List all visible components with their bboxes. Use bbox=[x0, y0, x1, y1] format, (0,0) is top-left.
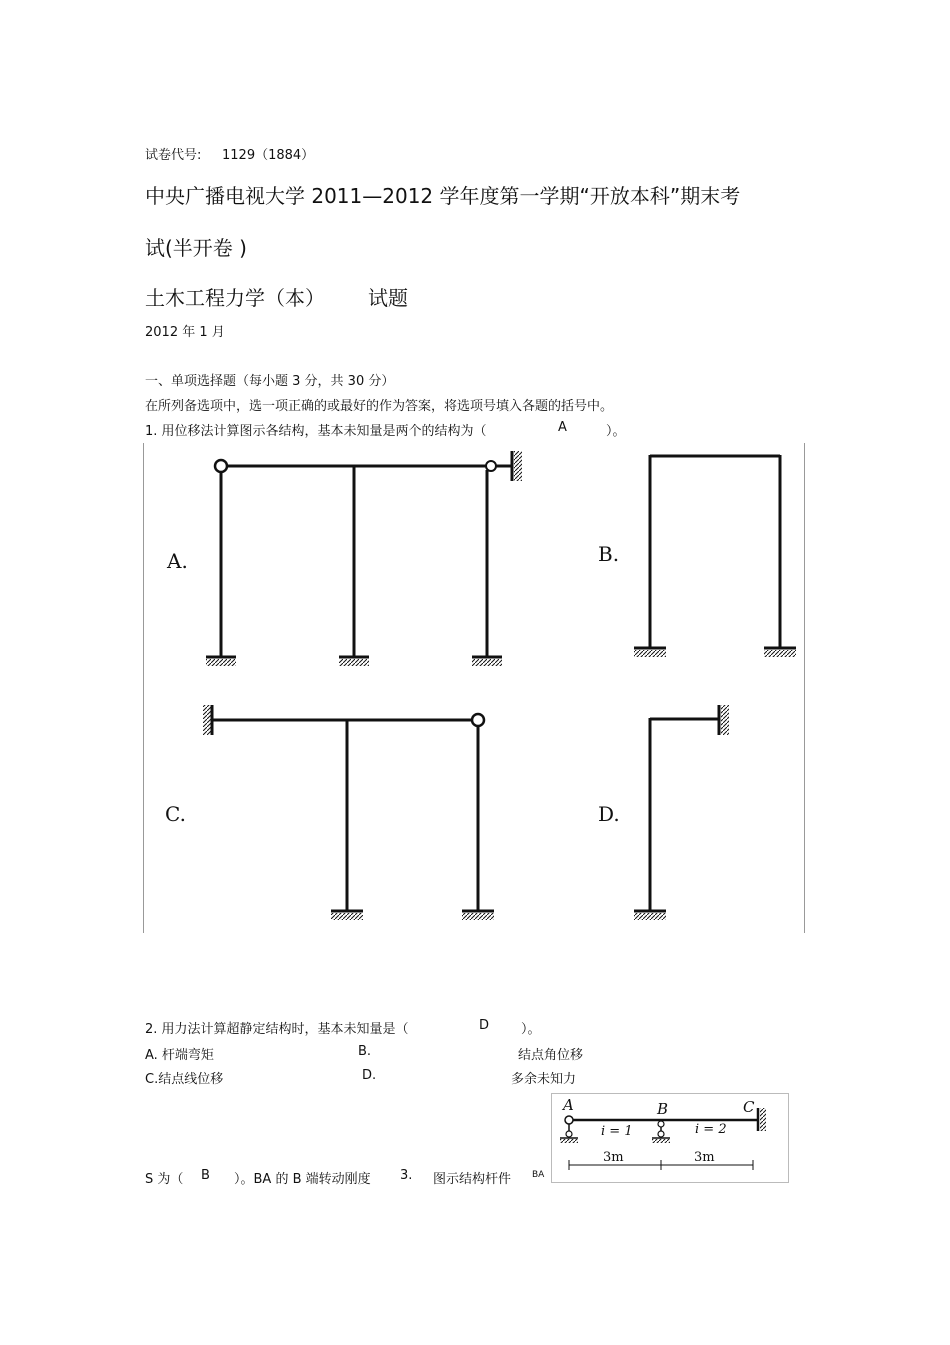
structure-b bbox=[650, 455, 780, 647]
q2-option-b-label: B. bbox=[358, 1044, 372, 1059]
section1-instruction: 在所列备选项中，选一项正确的或最好的作为答案，将选项号填入各题的括号中。 bbox=[145, 399, 614, 414]
dimension-1: 3m bbox=[603, 1150, 624, 1165]
q2-option-a: A. 杆端弯矩 bbox=[145, 1048, 214, 1063]
structure-a bbox=[221, 466, 511, 656]
q2-answer: D bbox=[479, 1018, 490, 1033]
q3-beam-figure bbox=[551, 1093, 789, 1183]
q1-structures-figure bbox=[143, 443, 805, 933]
section1-heading: 一、单项选择题（每小题 3 分，共 30 分） bbox=[145, 374, 395, 389]
label-d: D. bbox=[598, 802, 620, 826]
fixed-support-c-left bbox=[203, 705, 212, 735]
stiffness-label-1: i = 1 bbox=[601, 1124, 633, 1139]
hinge-c bbox=[472, 714, 484, 726]
q3-ba: BA bbox=[532, 1170, 545, 1180]
fixed-support-d bbox=[719, 705, 729, 735]
q3-text: 图示结构杆件 bbox=[433, 1172, 512, 1187]
paper-code-label: 试卷代号: bbox=[145, 148, 202, 163]
exam-title-line1: 中央广播电视大学 2011—2012 学年度第一学期“开放本科”期末考 bbox=[145, 184, 741, 208]
node-c-label: C bbox=[743, 1098, 755, 1116]
fixed-support-c bbox=[758, 1108, 766, 1131]
node-a-label: A bbox=[563, 1096, 574, 1114]
subject-title: 土木工程力学（本） bbox=[145, 286, 325, 310]
q2-option-c: C.结点线位移 bbox=[145, 1072, 224, 1087]
q2-option-b-text: 结点角位移 bbox=[518, 1048, 584, 1063]
q3-answer: B bbox=[201, 1168, 210, 1183]
q3-line-start: S 为（ bbox=[145, 1172, 184, 1187]
q2-option-d-text: 多余未知力 bbox=[511, 1072, 577, 1087]
q3-line-mid: ）。BA 的 B 端转动刚度 bbox=[234, 1172, 371, 1187]
dimension-2: 3m bbox=[694, 1150, 715, 1165]
q2-close: ）。 bbox=[521, 1022, 541, 1037]
hinge-a-right bbox=[486, 461, 496, 471]
ground-supports-b bbox=[634, 648, 796, 657]
ground-supports-c bbox=[331, 911, 494, 920]
label-a: A. bbox=[167, 549, 188, 573]
exam-title-line2: 试(半开卷 ) bbox=[145, 236, 247, 260]
fixed-support-a-right bbox=[512, 451, 522, 481]
node-b-label: B bbox=[657, 1100, 669, 1118]
paper-code-value: 1129（1884） bbox=[222, 148, 315, 163]
q2-option-d-label: D. bbox=[362, 1068, 377, 1083]
q2-text: 2. 用力法计算超静定结构时，基本未知量是（ bbox=[145, 1022, 409, 1037]
stiffness-label-2: i = 2 bbox=[695, 1122, 727, 1137]
label-b: B. bbox=[598, 542, 620, 566]
dimension-line bbox=[569, 1160, 753, 1170]
structure-c bbox=[213, 720, 478, 910]
label-c: C. bbox=[165, 802, 186, 826]
q1-text: 1. 用位移法计算图示各结构，基本未知量是两个的结构为（ bbox=[145, 424, 487, 439]
ground-supports-a bbox=[206, 657, 502, 666]
ground-support-d bbox=[634, 911, 666, 920]
roller-support-b bbox=[652, 1121, 670, 1143]
subject-suffix: 试题 bbox=[368, 286, 408, 310]
structure-d bbox=[650, 718, 718, 910]
q1-close: ）。 bbox=[606, 424, 626, 439]
q3-number: 3. bbox=[400, 1168, 413, 1183]
exam-date: 2012 年 1 月 bbox=[145, 325, 225, 340]
q1-answer: A bbox=[558, 420, 567, 435]
hinge-a-left bbox=[215, 460, 227, 472]
